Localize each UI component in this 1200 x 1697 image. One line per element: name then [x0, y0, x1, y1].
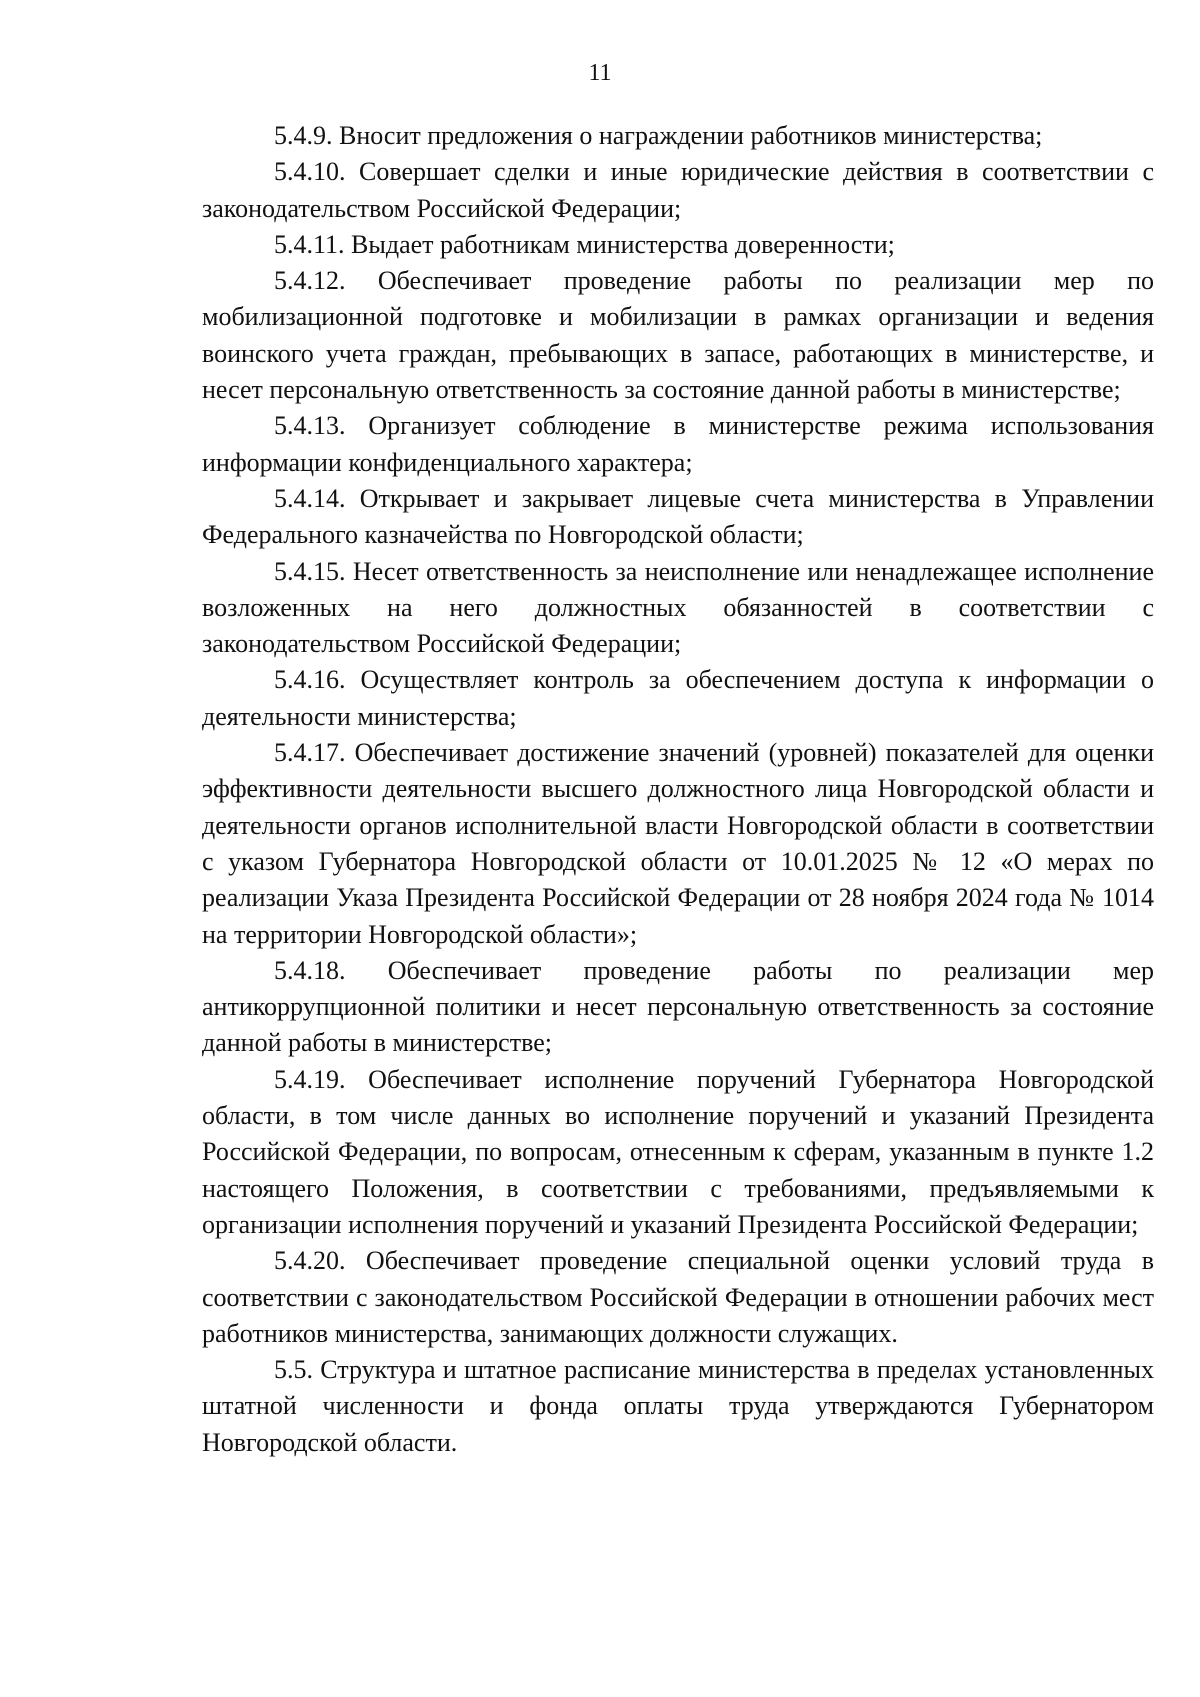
paragraph-5-4-14: 5.4.14. Открывает и закрывает лицевые счета министерства в Управлении Федерального казначейства по Новгородской области;	[202, 483, 1154, 550]
paragraph-5-4-9: 5.4.9. Вносит предложения о награждении работников министерства;	[274, 121, 1043, 150]
page-number: 11	[588, 60, 612, 86]
paragraph-5-4-20: 5.4.20. Обеспечивает проведение специальной оценки условий труда в соответствии с законодательством Российской Федерации в отношении рабочих мест работников министерства, занимающих должности служащих.	[202, 1246, 1154, 1348]
paragraph-5-4-12: 5.4.12. Обеспечивает проведение работы по реализации мер по мобилизационной подготовке и мобилизации в рамках организации и ведения воинского учета граждан, пребывающих в запасе, работающих в министерстве, и несет персональную ответственность за состояние данной работы в министерстве;	[202, 266, 1154, 405]
paragraph-5-4-10: 5.4.10. Совершает сделки и иные юридические действия в соответствии с законодательством Российской Федерации;	[202, 157, 1154, 223]
paragraph-5-4-18: 5.4.18. Обеспечивает проведение работы по реализации мер антикоррупционной политики и несет персональную ответственность за состояние данной работы в министерстве;	[202, 955, 1154, 1058]
paragraph-5-4-15: 5.4.15. Несет ответственность за неисполнение или ненадлежащее исполнение возложенных на него должностных обязанностей в соответствии с законодательством Российской Федерации;	[202, 556, 1154, 659]
paragraph-5-4-13: 5.4.13. Организует соблюдение в министерстве режима использования информации конфиденциального характера;	[202, 411, 1154, 477]
paragraph-5-4-16: 5.4.16. Осуществляет контроль за обеспечением доступа к информации о деятельности министерства;	[202, 665, 1154, 731]
paragraph-5-4-17: 5.4.17. Обеспечивает достижение значений (уровней) показателей для оценки эффективности деятельности высшего должностного лица Новгородской области и деятельности органов исполнительной власти Новгородской области в соответствии с указом Губернатора Новгородской области от 10.01.2025 № 12 «О мерах по реализации Указа Президента Российской Федерации от 28 ноября 2024 года № 1014 на территории Новгородской области»;	[202, 738, 1154, 949]
paragraph-5-5: 5.5. Структура и штатное расписание министерства в пределах установленных штатной численности и фонда оплаты труда утверждаются Губернатором Новгородской области.	[202, 1355, 1154, 1457]
document-body	[202, 118, 1154, 1461]
paragraph-5-4-11: 5.4.11. Выдает работникам министерства доверенности;	[274, 229, 895, 259]
paragraph-5-4-19: 5.4.19. Обеспечивает исполнение поручений Губернатора Новгородской области, в том числе данных во исполнение поручений и указаний Президента Российской Федерации, по вопросам, отнесенным к сферам, указанным в пункте 1.2 настоящего Положения, в соответствии с требованиями, предъявляемыми к организации исполнения поручений и указаний Президента Российской Федерации;	[202, 1064, 1154, 1239]
